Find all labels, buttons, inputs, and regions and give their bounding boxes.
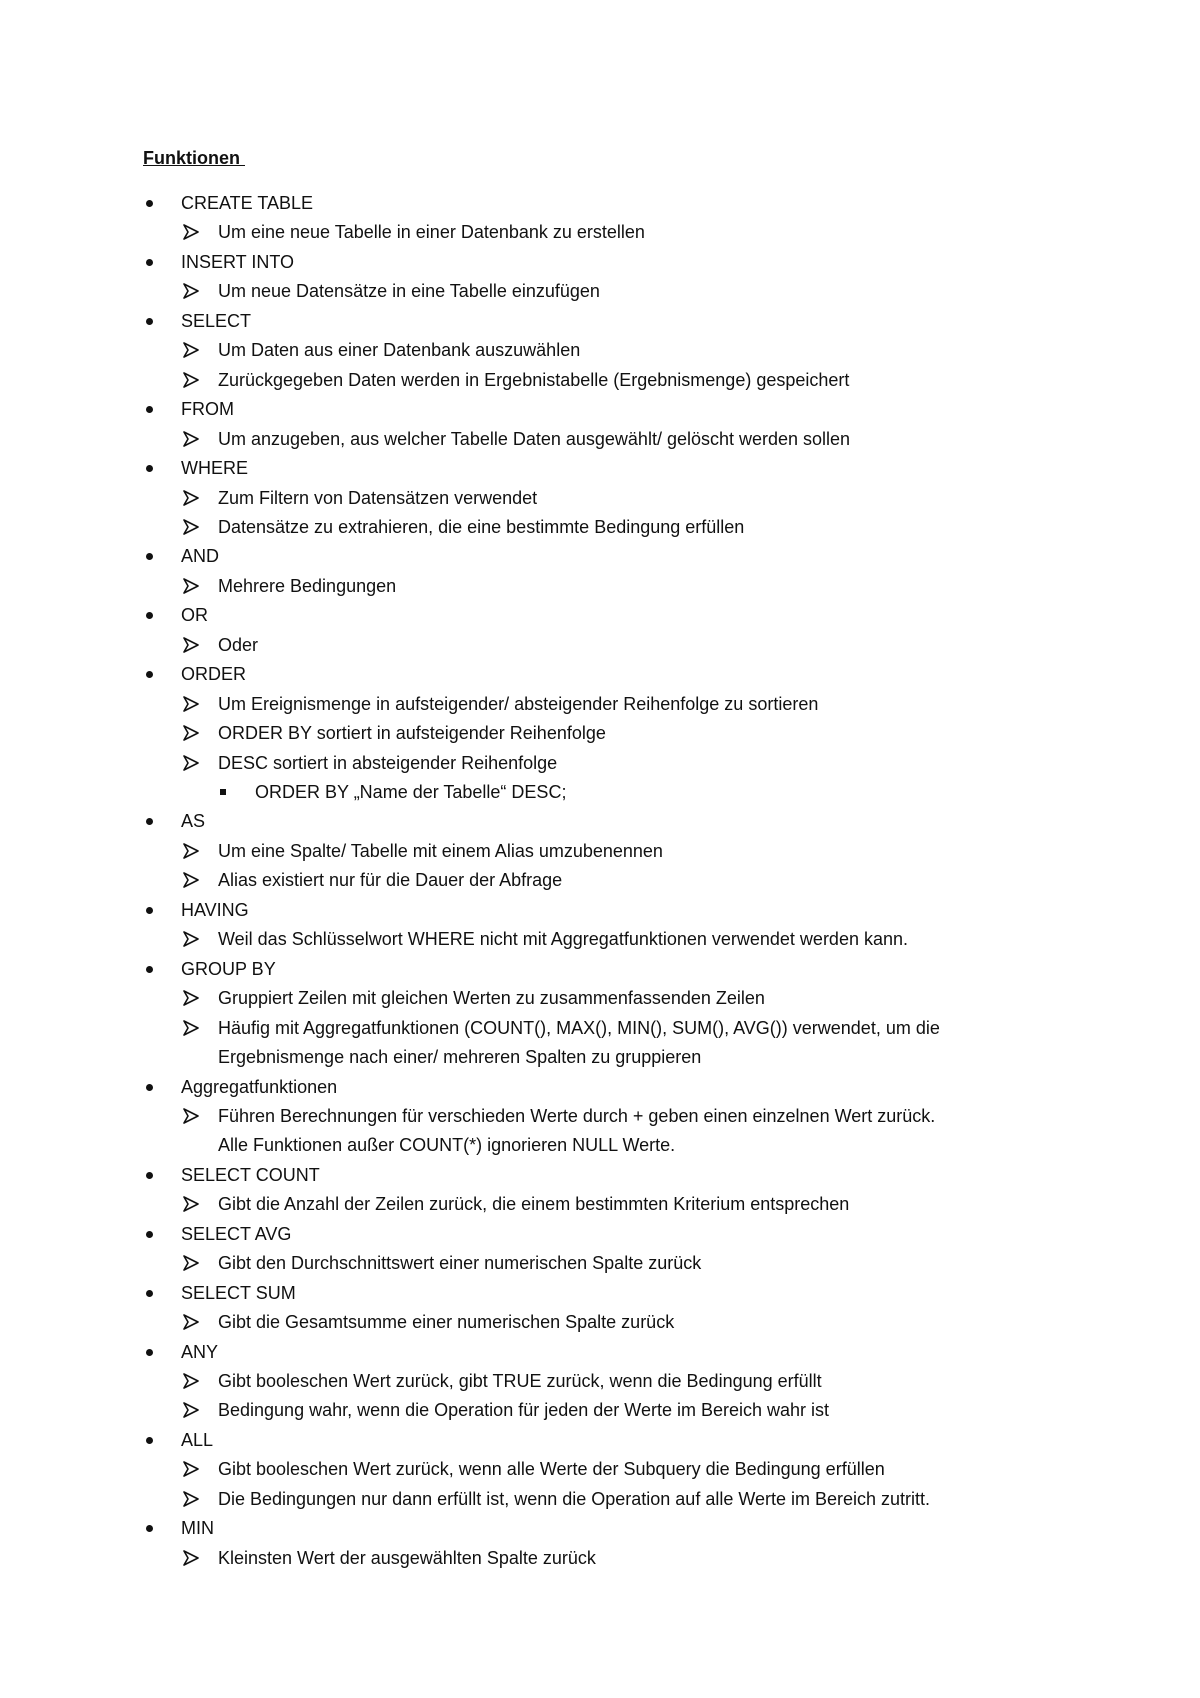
- list-item-text: SELECT AVG: [181, 1224, 292, 1244]
- bullet-icon: [146, 1084, 153, 1091]
- list-item-text: SELECT COUNT: [181, 1165, 320, 1185]
- sub-list-item: [0, 486, 1200, 510]
- sub-list-item: [0, 986, 1200, 1010]
- list-item-text: FROM: [181, 399, 234, 419]
- list-item-text: ALL: [181, 1430, 214, 1450]
- arrow-bullet-icon: [183, 341, 199, 359]
- list-item-text: DESC sortiert in absteigender Reihenfolge: [218, 753, 558, 773]
- list-item-text: ANY: [181, 1342, 219, 1362]
- arrow-bullet-icon: [183, 1019, 199, 1037]
- bullet-icon: [146, 1349, 153, 1356]
- sub-list-item: [0, 1398, 1200, 1422]
- arrow-bullet-icon: [183, 1254, 199, 1272]
- list-item-text: MIN: [181, 1518, 214, 1538]
- arrow-bullet-icon: [183, 577, 199, 595]
- sub-list-item: [0, 1457, 1200, 1481]
- list-item-text: Führen Berechnungen für verschieden Werte durch + geben einen einzelnen Wert zurück.: [218, 1106, 936, 1126]
- list-item-text: Um anzugeben, aus welcher Tabelle Daten ausgewählt/ gelöscht werden sollen: [218, 429, 851, 449]
- list-item: [0, 603, 1200, 627]
- bullet-icon: [146, 966, 153, 973]
- list-item-text: Zurückgegeben Daten werden in Ergebnistabelle (Ergebnismenge) gespeichert: [218, 370, 850, 390]
- sub-list-item: [0, 1487, 1200, 1511]
- list-item: [0, 957, 1200, 981]
- list-item-text: Um eine Spalte/ Tabelle mit einem Alias umzubenennen: [218, 841, 663, 861]
- arrow-bullet-icon: [183, 430, 199, 448]
- arrow-bullet-icon: [183, 930, 199, 948]
- list-item-text: WHERE: [181, 458, 248, 478]
- list-item: [0, 1163, 1200, 1187]
- arrow-bullet-icon: [183, 489, 199, 507]
- list-item-text: Alle Funktionen außer COUNT(*) ignorieren NULL Werte.: [218, 1135, 676, 1155]
- list-item-text: Mehrere Bedingungen: [218, 576, 397, 596]
- list-item-continuation: [0, 1045, 1200, 1069]
- sub-list-item: [0, 839, 1200, 863]
- sub-list-item: [0, 721, 1200, 745]
- arrow-bullet-icon: [183, 1313, 199, 1331]
- sub-list-item: [0, 1104, 1200, 1128]
- arrow-bullet-icon: [183, 724, 199, 742]
- list-item: [0, 898, 1200, 922]
- list-item: [0, 1281, 1200, 1305]
- arrow-bullet-icon: [183, 371, 199, 389]
- arrow-bullet-icon: [183, 1401, 199, 1419]
- list-item-text: Oder: [218, 635, 259, 655]
- list-item-text: Datensätze zu extrahieren, die eine bestimmte Bedingung erfüllen: [218, 517, 745, 537]
- bullet-icon: [146, 818, 153, 825]
- sub-list-item: [0, 927, 1200, 951]
- sub-list-item: [0, 633, 1200, 657]
- sub-list-item: [0, 279, 1200, 303]
- arrow-bullet-icon: [183, 1195, 199, 1213]
- list-item-text: Um neue Datensätze in eine Tabelle einzufügen: [218, 281, 600, 301]
- list-item-text: GROUP BY: [181, 959, 276, 979]
- list-item-text: AND: [181, 546, 220, 566]
- list-item-text: Kleinsten Wert der ausgewählten Spalte zurück: [218, 1548, 596, 1568]
- arrow-bullet-icon: [183, 636, 199, 654]
- sub-list-item: [0, 751, 1200, 775]
- sub-list-item: [0, 1369, 1200, 1393]
- list-item-text: SELECT SUM: [181, 1283, 296, 1303]
- list-item-text: OR: [181, 605, 208, 625]
- bullet-icon: [146, 907, 153, 914]
- list-item-text: Gibt booleschen Wert zurück, gibt TRUE zurück, wenn die Bedingung erfüllt: [218, 1371, 822, 1391]
- list-item-text: Gruppiert Zeilen mit gleichen Werten zu zusammenfassenden Zeilen: [218, 988, 765, 1008]
- list-item-text: HAVING: [181, 900, 249, 920]
- list-item: [0, 309, 1200, 333]
- sub-list-item: [0, 780, 1200, 804]
- list-item-text: Die Bedingungen nur dann erfüllt ist, wenn die Operation auf alle Werte im Bereich zutritt.: [218, 1489, 931, 1509]
- sub-list-item: [0, 368, 1200, 392]
- list-item: [0, 662, 1200, 686]
- list-item-text: CREATE TABLE: [181, 193, 314, 213]
- arrow-bullet-icon: [183, 871, 199, 889]
- list-item-text: Bedingung wahr, wenn die Operation für jeden der Werte im Bereich wahr ist: [218, 1400, 829, 1420]
- list-item-text: ORDER: [181, 664, 247, 684]
- bullet-icon: [146, 200, 153, 207]
- arrow-bullet-icon: [183, 1107, 199, 1125]
- list-item-text: Weil das Schlüsselwort WHERE nicht mit Aggregatfunktionen verwendet werden kann.: [218, 929, 909, 949]
- bullet-icon: [146, 1231, 153, 1238]
- list-item-text: Häufig mit Aggregatfunktionen (COUNT(), MAX(), MIN(), SUM(), AVG()) verwendet, um die: [218, 1018, 940, 1038]
- bullet-icon: [146, 259, 153, 266]
- sub-list-item: [0, 1251, 1200, 1275]
- list-item-text: Gibt die Gesamtsumme einer numerischen Spalte zurück: [218, 1312, 675, 1332]
- arrow-bullet-icon: [183, 518, 199, 536]
- bullet-icon: [146, 553, 153, 560]
- arrow-bullet-icon: [183, 754, 199, 772]
- list-item: [0, 1075, 1200, 1099]
- list-item: [0, 809, 1200, 833]
- arrow-bullet-icon: [183, 1460, 199, 1478]
- list-item: [0, 397, 1200, 421]
- sub-list-item: [0, 1310, 1200, 1334]
- list-item-text: Um eine neue Tabelle in einer Datenbank zu erstellen: [218, 222, 645, 242]
- bullet-icon: [146, 1172, 153, 1179]
- arrow-bullet-icon: [183, 695, 199, 713]
- sub-list-item: [0, 692, 1200, 716]
- bullet-icon: [146, 1437, 153, 1444]
- sub-list-item: [0, 515, 1200, 539]
- arrow-bullet-icon: [183, 282, 199, 300]
- bullet-icon: [146, 465, 153, 472]
- sub-list-item: [0, 427, 1200, 451]
- list-item: [0, 1340, 1200, 1364]
- list-item: [0, 191, 1200, 215]
- sub-list-item: [0, 868, 1200, 892]
- arrow-bullet-icon: [183, 1372, 199, 1390]
- list-item: [0, 544, 1200, 568]
- list-item-text: Ergebnismenge nach einer/ mehreren Spalten zu gruppieren: [218, 1047, 702, 1067]
- list-item: [0, 1428, 1200, 1452]
- list-item-text: Alias existiert nur für die Dauer der Abfrage: [218, 870, 563, 890]
- bullet-icon: [146, 1525, 153, 1532]
- list-item-text: SELECT: [181, 311, 252, 331]
- list-item-text: Aggregatfunktionen: [181, 1077, 338, 1097]
- list-item-text: ORDER BY „Name der Tabelle“ DESC;: [255, 782, 567, 802]
- list-item: [0, 250, 1200, 274]
- page-title: Funktionen: [143, 148, 245, 168]
- arrow-bullet-icon: [183, 842, 199, 860]
- list-item-text: Zum Filtern von Datensätzen verwendet: [218, 488, 538, 508]
- list-item-text: Gibt booleschen Wert zurück, wenn alle Werte der Subquery die Bedingung erfüllen: [218, 1459, 885, 1479]
- bullet-icon: [146, 671, 153, 678]
- list-item: [0, 1222, 1200, 1246]
- list-item-text: AS: [181, 811, 206, 831]
- arrow-bullet-icon: [183, 1549, 199, 1567]
- list-item-text: Um Ereignismenge in aufsteigender/ absteigender Reihenfolge zu sortieren: [218, 694, 819, 714]
- bullet-icon: [146, 318, 153, 325]
- list-item-continuation: [0, 1133, 1200, 1157]
- bullet-icon: [146, 406, 153, 413]
- list-item-text: Um Daten aus einer Datenbank auszuwählen: [218, 340, 581, 360]
- bullet-icon: [146, 612, 153, 619]
- list-item-text: Gibt den Durchschnittswert einer numerischen Spalte zurück: [218, 1253, 702, 1273]
- list-item: [0, 1516, 1200, 1540]
- sub-list-item: [0, 574, 1200, 598]
- sub-list-item: [0, 1016, 1200, 1040]
- sub-list-item: [0, 220, 1200, 244]
- sub-list-item: [0, 338, 1200, 362]
- list-item-text: INSERT INTO: [181, 252, 295, 272]
- bullet-icon: [146, 1290, 153, 1297]
- sub-list-item: [0, 1192, 1200, 1216]
- list-item-text: ORDER BY sortiert in aufsteigender Reihenfolge: [218, 723, 606, 743]
- arrow-bullet-icon: [183, 1490, 199, 1508]
- square-bullet-icon: [220, 789, 226, 795]
- arrow-bullet-icon: [183, 223, 199, 241]
- list-item-text: Gibt die Anzahl der Zeilen zurück, die einem bestimmten Kriterium entsprechen: [218, 1194, 850, 1214]
- list-item: [0, 456, 1200, 480]
- arrow-bullet-icon: [183, 989, 199, 1007]
- sub-list-item: [0, 1546, 1200, 1570]
